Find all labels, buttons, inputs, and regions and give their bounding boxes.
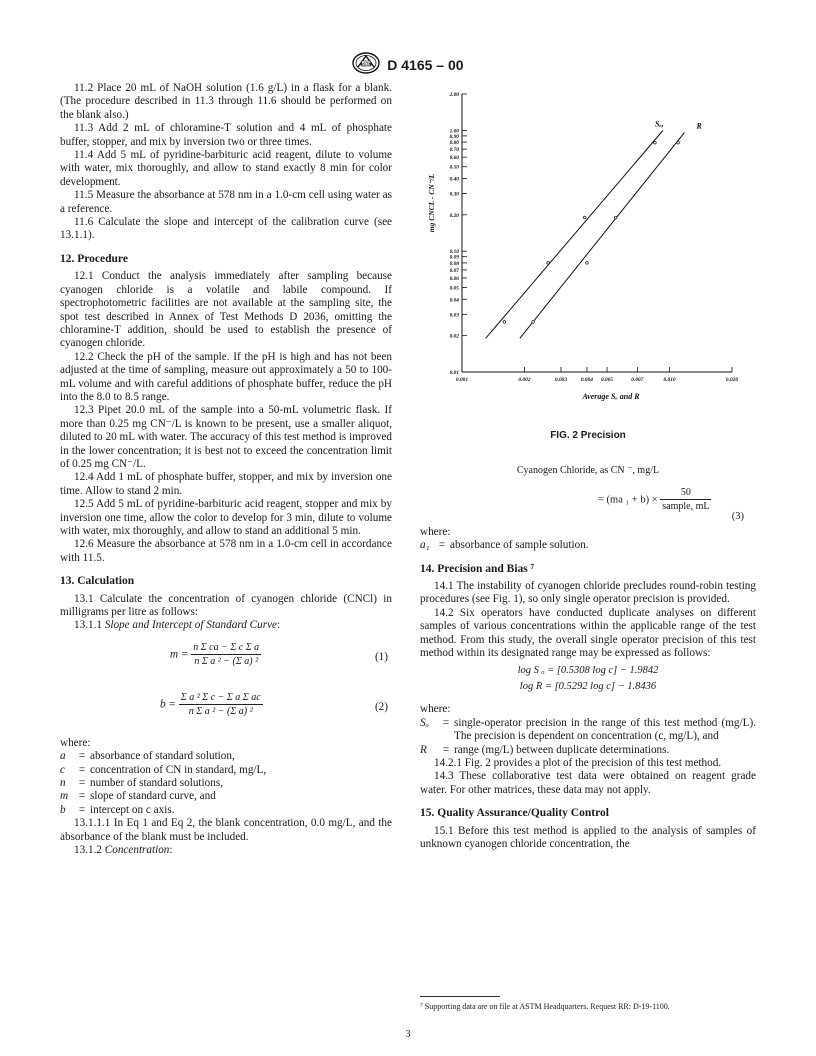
data-point [532, 321, 535, 324]
y-tick-label: 0.30 [449, 191, 459, 198]
data-point [547, 262, 550, 265]
eq3-lhs: = (ma ₁ + b) × [598, 494, 658, 506]
para-12-1: 12.1 Conduct the analysis immediately after sampling because cyanogen chloride is a volatile and labile compound. If spectrophotometric facilities are not available at the sampling site, the spot test described in Annex of Test Methods D 2036, omitting the chloramine-T addition, should be used to establish the presence of cyanogen chloride. [60, 270, 392, 350]
data-point [586, 262, 589, 265]
y-tick-label: 0.50 [449, 164, 459, 171]
definition-item: m = slope of standard curve, and [60, 790, 216, 803]
y-axis-title: mg CNCL - CN⁻/L [427, 173, 436, 233]
series-label: Sₒ, [654, 119, 664, 129]
para-11-4: 11.4 Add 5 mL of pyridine-barbituric acid reagent, dilute to volume with water, mix thoroughly, and allow to stand exactly 8 min for color development. [60, 149, 392, 188]
para-13-1: 13.1 Calculate the concentration of cyanogen chloride (CNCl) in milligrams per litre as follows: [60, 592, 392, 619]
equation-1 [60, 641, 392, 677]
y-tick-label: 0.09 [449, 254, 459, 261]
eq2-lhs: b = [160, 698, 176, 711]
definition-list [420, 717, 756, 757]
data-point [677, 141, 680, 144]
data-point [614, 216, 617, 219]
para-12-4: 12.4 Add 1 mL of phosphate buffer, stopper, and mix by inversion one time. Allow to stand 2 min. [60, 471, 392, 497]
y-tick-label: 0.07 [449, 267, 459, 274]
y-tick-label: 0.70 [449, 147, 459, 154]
log-so-equation: log S ₒ = [0.5308 log c] − 1.9842 [517, 665, 659, 677]
para-12-2: 12.2 Check the pH of the sample. If the pH is high and has not been adjusted at the time of sampling, measure out approximately a 50 to 100-mL volume and with careful additions of phosphate buffer, reduce the pH into the 8.0 to 8.5 range. [60, 350, 392, 403]
right-column [420, 82, 756, 851]
definition-item: b = intercept on c axis. [60, 803, 175, 816]
eq3-number: (3) [731, 510, 744, 522]
page-number: 3 [405, 1029, 411, 1040]
section-14-heading: 14. Precision and Bias ⁷ [420, 562, 535, 575]
y-tick-label: 0.05 [449, 285, 459, 292]
eq2-number: (2) [374, 700, 388, 713]
x-tick-label: 0.010 [663, 377, 676, 383]
equation-3 [420, 486, 756, 526]
y-tick-label: 2.00 [449, 92, 459, 98]
subsection-title: Concentration [104, 844, 170, 857]
y-tick-label: 0.40 [449, 176, 459, 183]
where-label: where: [60, 736, 91, 749]
x-tick-label: 0.003 [554, 377, 568, 383]
y-tick-label: 0.03 [449, 312, 459, 319]
series-label: R [696, 121, 702, 131]
eq2-denominator: n Σ a ² − (Σ a) ² [188, 706, 253, 718]
y-tick-label: 0.80 [449, 140, 459, 147]
definition-item: c = concentration of CN in standard, mg/L, [60, 763, 267, 776]
eq1-number: (1) [374, 650, 388, 663]
x-tick-label: 0.005 [600, 377, 614, 383]
x-tick-label: 0.004 [580, 377, 594, 383]
data-point [654, 141, 657, 144]
definition-list [420, 539, 756, 552]
page-header [0, 52, 816, 78]
para-11-5: 11.5 Measure the absorbance at 578 nm in a 1.0-cm cell using water as a reference. [60, 189, 392, 215]
y-tick-label: 0.01 [449, 370, 459, 376]
x-tick-label: 0.020 [725, 377, 739, 383]
y-tick-label: 0.06 [449, 275, 459, 282]
precision-chart [420, 82, 756, 427]
para-12-6: 12.6 Measure the absorbance at 578 nm in a 1.0-cm cell in accordance with 11.5. [60, 538, 392, 564]
data-point [503, 321, 506, 324]
eq1-numerator: n Σ ca − Σ c Σ a [191, 641, 261, 655]
astm-logo-icon [352, 52, 380, 78]
para-11-6: 11.6 Calculate the slope and intercept of the calibration curve (see 13.1.1). [60, 216, 392, 242]
para-14-1: 14.1 The instability of cyanogen chloride precludes round-robin testing procedures (see Fig. 1), so only single operator precision is provided. [420, 580, 756, 606]
para-14-3: 14.3 These collaborative test data were obtained on reagent grade water. For other matrices, these data may not apply. [420, 770, 756, 796]
y-tick-label: 0.02 [449, 333, 459, 340]
eq1-lhs: m = [170, 648, 189, 661]
where-label: where: [420, 525, 451, 538]
y-tick-label: 0.20 [449, 212, 459, 219]
para-13-1-1: 13.1.1 Slope and Intercept of Standard Curve: [74, 619, 281, 632]
eq1-denominator: n Σ a ² − (Σ a) ² [194, 656, 259, 668]
section-15-heading: 15. Quality Assurance/Quality Control [420, 807, 609, 820]
eq2-numerator: Σ a ² Σ c − Σ a Σ ac [179, 691, 263, 705]
where-label: where: [420, 703, 451, 716]
log-r-equation: log R = [0.5292 log c] − 1.8436 [519, 680, 657, 692]
definition-item: a = absorbance of standard solution, [60, 750, 235, 763]
x-tick-label: 0.001 [455, 377, 469, 383]
precision-figure [420, 82, 756, 427]
y-tick-label: 0.90 [449, 133, 459, 140]
section-13-heading: 13. Calculation [60, 575, 135, 588]
footnote-rule [420, 996, 500, 997]
x-tick-label: 0.002 [518, 377, 531, 383]
equation-2 [60, 691, 392, 727]
para-13-1-1-1: 13.1.1.1 In Eq 1 and Eq 2, the blank concentration, 0.0 mg/L, and the absorbance of the blank must be included. [60, 817, 392, 843]
para-14-2-1: 14.2.1 Fig. 2 provides a plot of the precision of this test method. [434, 756, 722, 769]
definition-item: a₁ = absorbance of sample solution. [420, 539, 589, 552]
concentration-label: Cyanogen Chloride, as CN ⁻, mg/L [516, 465, 660, 477]
para-15-1: 15.1 Before this test method is applied to the analysis of samples of unknown cyanogen chloride concentration, the [420, 824, 756, 850]
series-line-so [486, 130, 663, 338]
eq3-numerator: 50 [660, 486, 711, 500]
y-tick-label: 1.00 [449, 128, 459, 135]
left-column [60, 82, 392, 858]
footnote: ⁷ Supporting data are on file at ASTM Headquarters. Request RR: D-19-1100. [420, 1002, 670, 1011]
svg-text:ASTM: ASTM [360, 61, 373, 67]
figure-caption: FIG. 2 Precision [550, 430, 626, 441]
y-tick-label: 0.04 [449, 297, 459, 304]
section-12-heading: 12. Procedure [60, 252, 128, 265]
para-12-3: 12.3 Pipet 20.0 mL of the sample into a 50-mL volumetric flask. If more than 0.25 mg CN⁻/L is known to be present, use a smaller aliquot, diluted to 20 mL with water. The accuracy of this test method is improved in the lower concentration; it is best not to exceed the concentration limit of 0.25 mg CN⁻/L. [60, 404, 392, 470]
eq3-denominator: sample, mL [662, 501, 710, 513]
data-point [583, 216, 586, 219]
x-tick-label: 0.007 [631, 377, 644, 383]
para-12-5: 12.5 Add 5 mL of pyridine-barbituric acid reagent, stopper and mix by inversion one time, allow the color to develop for 3 min, dilute to volume with water, mix thoroughly, and allow to stand an additional 5 min. [60, 498, 392, 537]
para-11-2: 11.2 Place 20 mL of NaOH solution (1.6 g/L) in a flask for a blank. (The procedure described in 11.3 through 11.6 should be performed on the blank also.) [60, 82, 392, 121]
para-13-1-2: 13.1.2 Concentration: [74, 844, 173, 857]
y-tick-label: 0.60 [449, 155, 459, 162]
x-axis-title: Average Sₒ and R [582, 392, 640, 401]
subsection-title: Slope and Intercept of Standard Curve [104, 619, 278, 632]
y-tick-label: 0.08 [449, 260, 459, 267]
para-14-2: 14.2 Six operators have conducted duplicate analyses on different samples of various concentrations within the applicable range of the test method. From this study, the overall single operator precision of this test method within its designated range may be expressed as follows: [420, 606, 756, 660]
series-line-r [520, 133, 685, 339]
para-11-3: 11.3 Add 2 mL of chloramine-T solution and 4 mL of phosphate buffer, stopper, and mix by inversion two or three times. [60, 122, 392, 148]
y-tick-label: 0.10 [449, 249, 459, 256]
definition-item: n = number of standard solutions, [60, 777, 223, 790]
document-designation: D 4165 – 00 [387, 56, 464, 73]
definition-item: Sₒ = single-operator precision in the range of this test method (mg/L). The precision is dependent on concentration (c, mg/L), and [420, 716, 756, 743]
definition-item: R = range (mg/L) between duplicate determinations. [420, 743, 670, 756]
definition-list [60, 750, 392, 817]
